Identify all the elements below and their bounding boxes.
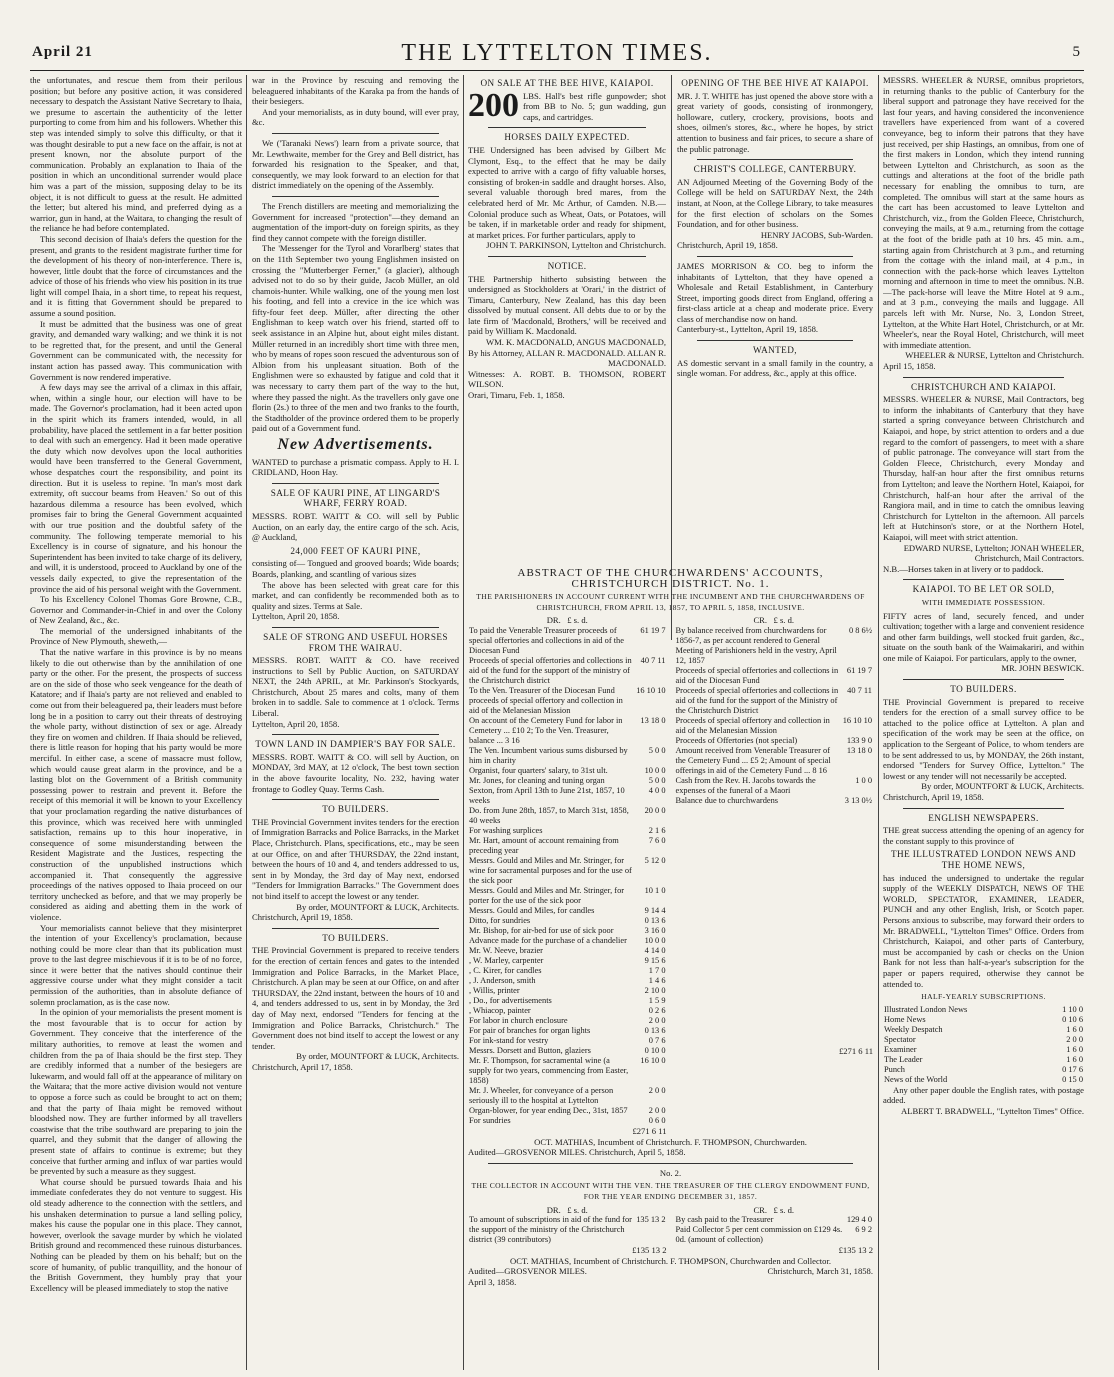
subscription-row bbox=[883, 1005, 1084, 1015]
advert-heading: KAIAPOI. TO BE LET OR SOLD, bbox=[912, 584, 1055, 595]
advert-column-5 bbox=[883, 75, 1084, 1375]
debit-value: 13 18 0 bbox=[640, 715, 666, 725]
credit-heading: CR. £ s. d. bbox=[753, 615, 795, 626]
credit-value: 1 0 0 bbox=[855, 775, 872, 785]
debit-item: Mr. Jones, for cleaning and tuning organ bbox=[469, 775, 605, 785]
advert-date: Orari, Timaru, Feb. 1, 1858. bbox=[468, 390, 565, 401]
news-paragraph: It must be admitted that the business was one of great gravity, and demanded wary walking; and we think it is not to be regretted that, for the present, and until the General Government can be communicated with, the necessity for instant action has passed away. This communication with Government is now rendered imperative. bbox=[30, 318, 242, 382]
advert-signature: MR. JOHN BESWICK. bbox=[1001, 663, 1084, 674]
debit-side bbox=[468, 615, 667, 1136]
divider bbox=[488, 1163, 853, 1164]
no2-signature: OCT. MATHIAS, Incumbent of Christchurch. F. THOMPSON, Churchwarden and Collector. bbox=[510, 1255, 831, 1266]
news-paragraph: the unfortunates, and rescue them from their perilous position; but before any positive action, it was considered necessary to despatch the Assistant Native Secretary to Ihaia, we presume to ascertain the authenticity of the letter purporting to come from him and his followers. Whether this step was intended simply to solve this difficulty, or that it was thought desirable to put a new face on the affair, is not at present known, nor the absolute purport of the communication. Probably an explanation to Ihaia of the position in which an unconditional surrender would place him was a part of the mission, supposing delay to be its object, it is not difficult to guess at the result. He admitted the letter; but altered his mind, and preferred dying as a warrior, gun in hand, at the Waitara, to changing the result of the reliance he had before contemplated. bbox=[30, 75, 242, 234]
divider bbox=[903, 679, 1064, 680]
debit-value: 2 0 0 bbox=[648, 1085, 666, 1095]
subscription-price: 0 10 6 bbox=[1062, 1014, 1083, 1024]
subscription-row bbox=[883, 1045, 1084, 1055]
advert-signature: EDWARD NURSE, Lyttelton; JONAH WHEELER, Christchurch, Mail Contractors. bbox=[903, 542, 1084, 564]
debit-item: For washing surplices bbox=[469, 825, 543, 835]
debit-item: Advance made for the purchase of a chandelier bbox=[469, 935, 627, 945]
credit-value: 0 8 6½ bbox=[848, 625, 872, 635]
subscription-price: 1 6 0 bbox=[1066, 1024, 1083, 1034]
advert-date: Christchurch, April 17, 1858. bbox=[252, 1061, 353, 1072]
advert-note: N.B.—Horses taken in at livery or to paddock. bbox=[883, 563, 1044, 574]
debit-item: Organist, four quarters' salary, to 31st ult. bbox=[469, 765, 608, 775]
credit-row bbox=[675, 746, 874, 776]
advert: MESSRS. WHEELER & NURSE, omnibus proprietors, in returning thanks to the public of Canterbury for the liberal support and patronage they have received for the last four years, and having considered the inconvenience travellers have experienced from want of a covered conveyance, beg to inform their patrons that they have just received, per ship Hastings, an omnibus, from one of the first makers in London, which they intend running between Lyttelton and Christchurch, as soon as the cuttings and alterations at the foot of the bridle path necessary for enabling the omnibus to turn, are completed. The omnibus will start at the same hours as the cart has been accustomed to leave Lyttelton and Christchurch, viz., from the Golden Fleece, Christchurch, conveying the mails, at 9 a.m., returning from the cottage at the foot of the bridle path at 10 hrs. 45 min. a.m., starting again from Christchurch at 3 p.m., and returning from the cottage with the inland mail, at 4 p.m., in connection with the pack-horse which leaves Lyttelton morning and afternoon in time to meet the omnibus. N.B.—The pack-horse will leave the Mitre Hotel at 9 a.m., and at 3 p.m., conveying the mails and luggage. All parcels left with Mr. Nurse, No. 3, London Street, Lyttelton, at the White Hart Hotel, Christchurch, or at Mr. Wheeler's, near the Royal Hotel, Christchurch, will meet with immediate attention. bbox=[883, 75, 1084, 350]
column-rule bbox=[246, 75, 247, 1370]
advert: JAMES MORRISON & CO. beg to inform the inhabitants of Lyttelton, that they have opened a Wholesale and Retail Establishment, in Canterbury Street, importing goods direct from England, offering a first-class article at a cheap and moderate price. Every class of merchandise now on hand. bbox=[677, 260, 873, 324]
debit-item: Messrs. Gould and Miles, for candles bbox=[469, 905, 595, 915]
news-paragraph: Your memorialists cannot believe that they misinterpret the intention of your Excellency's proclamation, because nothing could be more clear than that its publication must prove to the last degree mischievous if it is to be of no force, since it were better that the natives should continue their aggressive course under what they might consider a tacit permission of the authorities, than in absolute defiance of solemn proclamation, as is the case now. bbox=[30, 922, 242, 1007]
advert-signature: WM. K. MACDONALD, ANGUS MACDONALD, By his Attorney, ALLAN R. MACDONALD. ALLAN R. MACDONALD. bbox=[468, 337, 666, 369]
advert-witnesses: Witnesses: A. ROBT. B. THOMSON, ROBERT WILSON. bbox=[468, 368, 666, 390]
debit-value: 0 13 6 bbox=[644, 1025, 666, 1035]
debit-item: To the Ven. Treasurer of the Diocesan Fund proceeds of special offertory and collection in aid of the Melanesian Mission bbox=[469, 685, 623, 715]
advert-date: April 15, 1858. bbox=[883, 361, 936, 372]
debit-row bbox=[468, 626, 667, 656]
subscription-row bbox=[883, 1015, 1084, 1025]
divider bbox=[272, 734, 439, 735]
debit-value: 10 1 0 bbox=[644, 885, 666, 895]
advert-heading: SALE OF KAURI PINE, AT LINGARD'S WHARF, FERRY ROAD. bbox=[270, 487, 441, 509]
advert: The above has been selected with great care for this market, and can confidently be recommended both as to quality and sizes. Terms at Sale. bbox=[252, 579, 459, 611]
advert: THE Provincial Government is prepared to receive tenders for the erection of certain fences and gates to the intended Immigration and Police Barracks, in the Market Place, Christchurch. A plan may be seen at our Office, on and after THURSDAY, the 22nd instant, between the hours of 10 and 4, and tenders addressed to us, sent in by Monday, the 3rd day of May next, endorsed "Tenders for fencing at the Immigration and Police Barracks, Christchurch." The Government does not bind itself to accept the lowest or any tender. bbox=[252, 945, 459, 1051]
debit-row bbox=[468, 1046, 667, 1056]
debit-row bbox=[468, 1006, 667, 1016]
subscription-price: 0 17 6 bbox=[1062, 1064, 1083, 1074]
debit-value: 20 0 0 bbox=[644, 805, 666, 815]
divider bbox=[272, 133, 439, 134]
column-rule bbox=[671, 75, 672, 640]
divider bbox=[272, 928, 439, 929]
advert-heading: ENGLISH NEWSPAPERS. bbox=[928, 812, 1039, 823]
subscription-paper: Illustrated London News bbox=[884, 1004, 968, 1014]
advert-heading: CHRIST'S COLLEGE, CANTERBURY. bbox=[693, 164, 857, 175]
divider bbox=[697, 256, 853, 257]
debit-row bbox=[468, 946, 667, 956]
debit-value: 0 10 0 bbox=[644, 1045, 666, 1055]
debit-item: Messrs. Dorsett and Button, glaziers bbox=[469, 1045, 591, 1055]
advert-quantity: 200 bbox=[468, 86, 519, 124]
no2-debit-item: To amount of subscriptions in aid of the fund for the support of the ministry of the Christchurch district (39 contributors) bbox=[469, 1215, 632, 1245]
advert: MR. J. T. WHITE has just opened the above store with a great variety of goods, consisting of ironmongery, holloware, cutlery, crockery, provisions, boots and shoes, oilmen's stores, &c., where he hopes, by strict attention to business and fair prices, to secure a share of the public patronage. bbox=[677, 90, 873, 154]
divider bbox=[272, 483, 439, 484]
churchwardens-accounts bbox=[468, 568, 873, 1368]
credit-table bbox=[675, 626, 874, 806]
debit-value: 2 10 0 bbox=[644, 985, 666, 995]
column-rule bbox=[463, 75, 464, 1370]
no2-credit-total: £135 13 2 bbox=[838, 1245, 873, 1256]
debit-item: On account of the Cemetery Fund for labor in Cemetery ... £10 2; To the Ven. Treasurer, balance ... 3 16 bbox=[469, 715, 623, 745]
advert-heading: CHRISTCHURCH AND KAIAPOI. bbox=[910, 381, 1057, 392]
news-paragraph: That the native warfare in this province is by no means likely to die out otherwise than by the annihilation of one party or the other. For the present, the prospects of success are on the side of those who seek vengeance for the death of Katatore; and if Ihaia's party are not relieved and enabled to come out from their beleaguered pa, their leaders must before long be in a position to carry out their threats of destroying the whole party, without distinction of sex or age. Already they fire on women and children. If Ihaia should be relieved, there is little reason for hoping that his party would be more merciful. In either case, a scene of massacre must follow, which would cause great alarm in the province, and be a lasting blot on the Government of a British community possessing power to restrain and prevent it. Before the receipt of this memorial it will be known to your Excellency that your proclamation regarding the native disturbances of this province, which was received here with unmingled satisfaction, remains up to this hour inoperative, in consequence of some misunderstanding between the Resident Magistrate and the Justices, respecting the construction of the unpublished instructions which accompanied it. That consequently the aggressive proceedings of the natives opposed to Ihaia proceed on our territory unchecked as before, and that we may properly be considered as aiding and abetting them in the work of violence. bbox=[30, 647, 242, 922]
subscription-paper: The Leader bbox=[884, 1054, 923, 1064]
debit-item: For pair of branches for organ lights bbox=[469, 1025, 591, 1035]
news-paragraph: In the opinion of your memorialists the present moment is the most favourable that is to occur for action by Government. They conceive that the interference of the military authorities, to remove at least the women and children from the pa of Ihaia should be the first step. They are credibly informed that a number of the besiegers are lukewarm, and would fall off at the appearance of military on the Waitara; that the more active division would not venture to oppose a force such as could be brought to act on them; and that the party of Ihaia might be removed without bloodshed now. They are further informed by all travellers coastwise that the tribe southward are preparing to join the quarrel, and they submit that the danger of allowing the present state of affairs to continue is extreme; but they conceive that further arming and influx of war parties would be prevented by such a measure as they suggest. bbox=[30, 1007, 242, 1177]
advert: Any other paper double the English rates, with postage added. bbox=[883, 1084, 1084, 1106]
debit-item: Messrs. Gould and Miles and Mr. Stringer, for wine for sacramental purposes and for the use of the sick poor bbox=[469, 855, 632, 885]
news-column-1 bbox=[30, 75, 242, 1375]
divider bbox=[697, 159, 853, 160]
debit-row bbox=[468, 836, 667, 856]
advert-heading: WANTED, bbox=[753, 345, 797, 356]
no2-debit-table bbox=[468, 1215, 667, 1245]
advert-subheading: THE ILLUSTRATED LONDON NEWS AND THE HOME NEWS, bbox=[891, 849, 1076, 870]
debit-value: 2 0 0 bbox=[648, 1015, 666, 1025]
debit-row bbox=[468, 806, 667, 826]
advert-column-4 bbox=[677, 75, 873, 563]
no2-debit bbox=[468, 1205, 667, 1256]
debit-row bbox=[468, 986, 667, 996]
subscription-paper: News of the World bbox=[884, 1074, 948, 1084]
debit-value: 5 12 0 bbox=[644, 855, 666, 865]
debit-total: £271 6 11 bbox=[632, 1125, 667, 1136]
debit-value: 3 16 0 bbox=[644, 925, 666, 935]
subscription-price: 1 6 0 bbox=[1066, 1054, 1083, 1064]
debit-item: Mr. Bishop, for air-bed for use of sick poor bbox=[469, 925, 614, 935]
advert-heading: NOTICE. bbox=[547, 260, 587, 271]
news-paragraph: And your memorialists, as in duty bound, will ever pray, &c. bbox=[252, 106, 459, 128]
credit-value: 40 7 11 bbox=[847, 685, 872, 695]
advert-signature: WHEELER & NURSE, Lyttelton and Christchurch. bbox=[905, 350, 1084, 361]
column-rule bbox=[878, 75, 879, 1370]
subscription-price: 2 0 0 bbox=[1066, 1034, 1083, 1044]
debit-value: 4 14 0 bbox=[644, 945, 666, 955]
credit-value: 61 19 7 bbox=[846, 665, 872, 675]
debit-value: 9 15 6 bbox=[644, 955, 666, 965]
debit-row bbox=[468, 856, 667, 886]
credit-row bbox=[675, 716, 874, 736]
advert: has induced the undersigned to undertake the regular supply of the WEEKLY DISPATCH, NEWS OF THE WORLD, SPECTATOR, EXAMINER, LEADER, PUNCH and any other English, Irish, or Scotch paper. Persons anxious to subscribe, may forward their orders to Mr. BRADWELL, "Lyttelton Times" Office. Orders from Christchurch, Kaiapoi, and other parts of Canterbury, must be accompanied by cash or checks on the Union Bank for not less than half-a-year's subscription for the paper or papers required, otherwise they cannot be attended to. bbox=[883, 872, 1084, 989]
divider bbox=[272, 799, 439, 800]
subscriptions-table bbox=[883, 1005, 1084, 1085]
no2-credit-item: Paid Collector 5 per cent commission on £129 4s. 0d. (amount of collection) bbox=[675, 1225, 843, 1245]
divider bbox=[903, 377, 1064, 378]
advert-heading: ON SALE AT THE BEE HIVE, KAIAPOI. bbox=[480, 78, 654, 88]
debit-row bbox=[468, 716, 667, 746]
debit-row bbox=[468, 966, 667, 976]
debit-item: , J. Anderson, smith bbox=[469, 975, 536, 985]
advert: THE Provincial Government invites tenders for the erection of Immigration Barracks and Police Barracks, in the Market Place, Christchurch. Plans, specifications, etc., may be seen at our Office, on and after THURSDAY, the 22nd instant, between the hours of 10 and 4, and tenders addressed to us, sent in by Monday, the 3rd day of May next, endorsed "Tenders for Immigration Barracks." The Government does not bind itself to accept the lowest or any tender. bbox=[252, 816, 459, 901]
debit-value: 2 0 0 bbox=[648, 1105, 666, 1115]
credit-item: Amount received from Venerable Treasurer of the Cemetery Fund ... £5 2; Amount of special offerings in aid of the Cemetery Fund ... 8 16 bbox=[675, 745, 831, 775]
no2-credit-value: 6 9 2 bbox=[855, 1225, 872, 1235]
advert-subheading: 24,000 FEET OF KAURI PINE, bbox=[290, 545, 421, 556]
no2-debit-total: £135 13 2 bbox=[632, 1245, 667, 1256]
debit-row bbox=[468, 1056, 667, 1086]
subscription-paper: Spectator bbox=[884, 1034, 916, 1044]
credit-item: Proceeds of special offertories and collections in aid of the fund for the support of the Ministry of the Christchurch District bbox=[675, 685, 839, 715]
advert-column-3 bbox=[468, 75, 666, 563]
accounts-audit: Audited—GROSVENOR MILES. Christchurch, April 5, 1858. bbox=[468, 1147, 686, 1158]
page-number: 5 bbox=[1072, 44, 1080, 60]
debit-item: Organ-blower, for year ending Dec., 31st, 1857 bbox=[469, 1105, 628, 1115]
debit-item: Proceeds of special offertories and collections in aid of the fund for the support of the ministry of the Christchurch district bbox=[469, 655, 632, 685]
credit-row bbox=[675, 776, 874, 796]
debit-row bbox=[468, 996, 667, 1006]
masthead bbox=[30, 40, 1084, 71]
advert: AS domestic servant in a small family in the country, a single woman. For address, &c., apply at this office. bbox=[677, 357, 873, 379]
advert: MESSRS. ROBT. WAITT & CO. have received instructions to Sell by Public Auction, on SATURDAY NEXT, the 24th APRIL, at Mr. Parkinson's Stockyards, Christchurch, About 25 mares and colts, many of them broken in to saddle. Sale to commence at 1 o'clock. Terms Liberal. bbox=[252, 655, 459, 719]
debit-value: 5 0 0 bbox=[648, 775, 666, 785]
debit-item: , Willis, printer bbox=[469, 985, 520, 995]
accounts-signature: OCT. MATHIAS, Incumbent of Christchurch. F. THOMPSON, Churchwarden. bbox=[534, 1136, 807, 1147]
advert: THE Provincial Government is prepared to receive tenders for the erection of a small survey office to be attached to the police office at Lyttelton. A plan and specification of the work may be seen at the office, on application to the Sergeant of Police, to whom tenders are to be sent addressed to us, by MONDAY, the 26th instant, endorsed "Tenders for Survey Office, Lyttelton." The lowest or any tender will not necessarily be accepted. bbox=[883, 696, 1084, 781]
advert: THE great success attending the opening of an agency for the constant supply to this province of bbox=[883, 825, 1084, 846]
credit-item: Proceeds of special offertories and collections in aid of the Diocesan Fund bbox=[675, 665, 839, 685]
divider bbox=[488, 256, 646, 257]
debit-item: , Whiacop, painter bbox=[469, 1005, 531, 1015]
subscription-paper: Weekly Despatch bbox=[884, 1024, 943, 1034]
debit-item: For labor in church enclosure bbox=[469, 1015, 568, 1025]
debit-row bbox=[468, 746, 667, 766]
debit-item: Mr. F. Thompson, for sacramental wine (a supply for two years, commencing from Easter, 1858) bbox=[469, 1055, 629, 1085]
accounts-no2-title: No. 2. bbox=[659, 1167, 682, 1178]
debit-value: 7 6 0 bbox=[648, 835, 666, 845]
debit-item: Messrs. Gould and Miles and Mr. Stringer, for porter for the use of the sick poor bbox=[469, 885, 625, 905]
divider bbox=[272, 627, 439, 628]
credit-row bbox=[675, 666, 874, 686]
no2-credit-heading: CR. £ s. d. bbox=[753, 1204, 795, 1215]
credit-value: 16 10 10 bbox=[842, 715, 872, 725]
debit-row bbox=[468, 886, 667, 906]
debit-value: 2 1 6 bbox=[648, 825, 666, 835]
subscription-paper: Examiner bbox=[884, 1044, 917, 1054]
debit-heading: DR. £ s. d. bbox=[546, 615, 588, 626]
news-paragraph: We ('Taranaki News') learn from a private source, that Mr. Lewthwaite, member for the Grey and Bell district, has forwarded his resignation to the Speaker, and that, consequently, we may look forward to an election for that district immediately on the opening of the Assembly. bbox=[252, 137, 459, 191]
accounts-no2-subtitle: THE COLLECTOR IN ACCOUNT WITH THE VEN. THE TREASURER OF THE CLERGY ENDOWMENT FUND, FOR THE YEAR ENDING DECEMBER 31, 1857. bbox=[471, 1181, 870, 1201]
credit-total: £271 6 11 bbox=[838, 1045, 873, 1056]
advert-heading: HORSES DAILY EXPECTED. bbox=[504, 132, 630, 143]
advert: AN Adjourned Meeting of the Governing Body of the College will be held on SATURDAY Next, the 24th instant, at Noon, at the College Library, to take measures for the first election of scholars on the Somes Foundation, and for other business. bbox=[677, 176, 873, 230]
news-column-2 bbox=[252, 75, 459, 1375]
advert: MESSRS. ROBT. WAITT & CO. will sell by Public Auction, on an early day, the entire cargo of the sch. Acis, @ Auckland, bbox=[252, 510, 459, 543]
subscription-price: 1 10 0 bbox=[1062, 1004, 1083, 1014]
debit-item: Ditto, for sundries bbox=[469, 915, 531, 925]
debit-row bbox=[468, 1016, 667, 1026]
advert-heading: TO BUILDERS. bbox=[322, 932, 389, 943]
debit-value: 10 0 0 bbox=[644, 765, 666, 775]
subscription-row bbox=[883, 1065, 1084, 1075]
debit-item: Mr. Hart, amount of account remaining from preceding year bbox=[469, 835, 619, 855]
subscription-row bbox=[883, 1075, 1084, 1085]
news-paragraph: The memorial of the undersigned inhabitants of the Province of New Plymouth, sheweth,— bbox=[30, 625, 242, 647]
debit-row bbox=[468, 906, 667, 916]
advert: THE Partnership hitherto subsisting between the undersigned as Stockholders at 'Orari,' in the district of Timaru, Canterbury, New Zealand, has this day been dissolved by mutual consent. All debts due to or by the late firm of 'Macdonald, Brothers,' will be received and paid by William K. Macdonald. bbox=[468, 273, 666, 337]
debit-value: 4 0 0 bbox=[648, 785, 666, 795]
debit-item: Do. from June 28th, 1857, to March 31st, 1858, 40 weeks bbox=[469, 805, 629, 825]
advert-heading: TO BUILDERS. bbox=[950, 684, 1017, 695]
debit-value: 0 6 0 bbox=[648, 1115, 666, 1125]
subscriptions-heading: HALF-YEARLY SUBSCRIPTIONS. bbox=[921, 992, 1046, 1002]
advert: consisting of— Tongued and grooved boards; Wide boards; Boards, planking, and scantling of various sizes bbox=[252, 558, 459, 579]
no2-credit-item: By cash paid to the Treasurer bbox=[675, 1215, 774, 1225]
subscription-price: 1 6 0 bbox=[1066, 1044, 1083, 1054]
debit-item: Mr. J. Wheeler, for conveyance of a person seriously ill to the hospital at Lyttelton bbox=[469, 1085, 614, 1105]
credit-item: By balance received from churchwardens for 1856-7, as per account rendered to General Meeting of Parishioners held in the vestry, April 12, 1857 bbox=[675, 625, 837, 665]
news-paragraph: A few days may see the arrival of a climax in this affair, when, within a single hour, our election will have to be made. The Governor's proclamation, had it been acted upon in the spirit which its framers intended, would, in all probability, have placed the settlement in a far better position to deal with such an emergency. Had it been made operative the duty which now devolves upon the local authorities would have been transferred to the General Government, whose despatches court the responsibility, and point its direction. But it is useless to repine. 'In man's most dark extremity, oft succour beams from Heaven.' So out of this hazardous dilemma a resource has been evolved, which promises fair to bring the General Government acquainted with our true position and the doubtful safety of the community. The following temperate memorial to his Excellency is in course of signature, and his honour the Superintendent has been invited to take charge of its delivery, and will, it is understood, proceed to Auckland by one of the vessels daily expected, to give the representation of the province the aid of his personal weight with the Government. bbox=[30, 382, 242, 594]
no2-audit: Audited—GROSVENOR MILES. bbox=[468, 1266, 587, 1277]
advert-gunpowder bbox=[468, 86, 666, 124]
advert-signature: HENRY JACOBS, Sub-Warden. bbox=[760, 229, 873, 240]
credit-row bbox=[675, 736, 874, 746]
debit-item: Sexton, from April 13th to June 21st, 1857, 10 weeks bbox=[469, 785, 625, 805]
debit-row bbox=[468, 1116, 667, 1126]
advert: MESSRS. ROBT. WAITT & CO. will sell by Auction, on MONDAY, 3rd MAY, at 12 o'clock, The best town section in the above favourite locality, No. 232, having water frontage to Godley Quay. Terms Cash. bbox=[252, 751, 459, 794]
advert: LBS. Hall's best rifle gunpowder; shot from BB to No. 5; gun wadding, gun caps, and cartridges. bbox=[523, 90, 666, 122]
debit-value: 1 4 6 bbox=[648, 975, 666, 985]
debit-value: 1 7 0 bbox=[648, 965, 666, 975]
news-paragraph: The French distillers are meeting and memorializing the Government for increased "protection"—they demand an augmentation of the import-duty on foreign spirits, as they find they cannot compete with the foreign distiller. bbox=[252, 200, 459, 243]
debit-item: , W. Marley, carpenter bbox=[469, 955, 544, 965]
debit-row bbox=[468, 776, 667, 786]
debit-row bbox=[468, 1026, 667, 1036]
debit-value: 16 10 10 bbox=[636, 685, 666, 695]
credit-row bbox=[675, 796, 874, 806]
debit-row bbox=[468, 656, 667, 686]
credit-value: 3 13 0½ bbox=[844, 795, 872, 805]
debit-row bbox=[468, 926, 667, 936]
accounts-title: ABSTRACT OF THE CHURCHWARDENS' ACCOUNTS, CHRISTCHURCH DISTRICT. No. 1. bbox=[517, 568, 824, 590]
accounts-subtitle: THE PARISHIONERS IN ACCOUNT CURRENT WITH THE INCUMBENT AND THE CHURCHWARDENS OF CHRISTCHURCH, FROM APRIL 13, 1857, TO APRIL 5, 1858, INCLUSIVE. bbox=[476, 592, 865, 612]
news-paragraph: This second decision of Ihaia's defers the question for the present, and grants to the resident magistrate further time for the development of his theory of non-interference. There is, however, little doubt that the force of circumstances and the advice of those of his friends who view his position in its true light will compel Ihaia, in a short time, to repeat his request, and it is fitting that Government should be prepared to assume a sound position. bbox=[30, 233, 242, 319]
debit-row bbox=[468, 976, 667, 986]
advert-heading: OPENING OF THE BEE HIVE AT KAIAPOI. bbox=[681, 78, 869, 88]
debit-value: 0 2 6 bbox=[648, 1005, 666, 1015]
advert-signature: By order, MOUNTFORT & LUCK, Architects. bbox=[296, 901, 459, 912]
no2-date: Christchurch, March 31, 1858. bbox=[767, 1266, 873, 1277]
debit-row bbox=[468, 1086, 667, 1106]
debit-row bbox=[468, 936, 667, 946]
credit-item: Proceeds of special offertory and collection in aid of the Melanesian Mission bbox=[675, 715, 830, 735]
divider bbox=[903, 579, 1064, 580]
debit-row bbox=[468, 1036, 667, 1046]
debit-item: The Ven. Incumbent various sums disbursed by him in charity bbox=[469, 745, 628, 765]
advert-heading: TO BUILDERS. bbox=[322, 804, 389, 815]
credit-side bbox=[675, 615, 874, 1136]
advert-date: Christchurch, April 19, 1858. bbox=[883, 792, 984, 802]
debit-value: 61 19 7 bbox=[640, 625, 666, 635]
advert-signature: By order, MOUNTFORT & LUCK, Architects. bbox=[296, 1051, 459, 1062]
debit-table bbox=[468, 626, 667, 1126]
divider bbox=[488, 127, 646, 128]
debit-item: To paid the Venerable Treasurer proceeds of special offertories and collections in aid of the Diocesan Fund bbox=[469, 625, 624, 655]
advert-date: Lyttelton, April 20, 1858. bbox=[252, 718, 340, 729]
advert: WANTED to purchase a prismatic compass. Apply to H. I. CRIDLAND, Hoon Hay. bbox=[252, 456, 459, 478]
advert-signature: By order, MOUNTFORT & LUCK, Architects. bbox=[921, 781, 1084, 792]
subscription-row bbox=[883, 1055, 1084, 1065]
news-paragraph: war in the Province by rescuing and removing the beleaguered inhabitants of the Karaka pa from the hands of their besiegers. bbox=[252, 75, 459, 107]
debit-value: 10 0 0 bbox=[644, 935, 666, 945]
debit-value: 0 7 6 bbox=[648, 1035, 666, 1045]
no2-credit-value: 129 4 0 bbox=[846, 1215, 872, 1225]
advert-date: Christchurch, April 19, 1858. bbox=[252, 912, 353, 923]
subscription-paper: Punch bbox=[884, 1064, 905, 1074]
advert-signature: ALBERT T. BRADWELL, "Lyttelton Times" Office. bbox=[901, 1105, 1084, 1116]
no2-audit-date: April 3, 1858. bbox=[468, 1276, 517, 1287]
debit-row bbox=[468, 786, 667, 806]
debit-row bbox=[468, 916, 667, 926]
no2-credit bbox=[675, 1205, 874, 1256]
credit-item: Proceeds of Offertories (not special) bbox=[675, 735, 798, 745]
divider bbox=[903, 808, 1064, 809]
divider bbox=[697, 340, 853, 341]
advert-date: Canterbury-st., Lyttelton, April 19, 1858. bbox=[677, 324, 819, 335]
debit-value: 40 7 11 bbox=[640, 655, 666, 665]
debit-item: Mr. W. Neeve, brazier bbox=[469, 945, 543, 955]
advert-signature: JOHN T. PARKINSON, Lyttelton and Christchurch. bbox=[486, 240, 666, 251]
debit-value: 9 14 4 bbox=[644, 905, 666, 915]
news-paragraph: To his Excellency Colonel Thomas Gore Browne, C.B., Governor and Commander-in-Chief in and over the Colony of New Zealand, &c., &c. bbox=[30, 594, 242, 626]
news-paragraph: The 'Messenger for the Tyrol and Vorarlberg' states that on the 11th September two young Englishmen insisted on crossing the "Mutterberger Ferner," (a glacier), although advised not to do so by their guide, Jacob Müller, an old chamois-hunter. While walking, one of the young men lost his footing, and fell into a crevice in the ice which was fifty-four feet deep. Müller, after directing the other Englishman to keep watch over his friend, started off to seek assistance in an Alpine hut, about eight miles distant. Müller returned in an incredibly short time with three men, who by means of ropes soon rescued the adventurous son of Albion from his unpleasant situation. Both of the Englishmen were so exhausted by fatigue and cold that it was necessary to carry them part of the way to the hut, where they passed the night. As the travellers only gave one florin (2s.) to three of the men and two franks to the fourth, the Stadtholder of the province ordered them to be properly paid out of a Government fund. bbox=[252, 243, 459, 434]
debit-value: 16 10 0 bbox=[640, 1055, 666, 1065]
no2-debit-value: 135 13 2 bbox=[636, 1215, 666, 1225]
credit-row bbox=[675, 686, 874, 716]
credit-item: Balance due to churchwardens bbox=[675, 795, 779, 805]
no2-debit-heading: DR. £ s. d. bbox=[546, 1204, 588, 1215]
advert-date: Christchurch, April 19, 1858. bbox=[677, 240, 778, 251]
advert: THE Undersigned has been advised by Gilbert Mc Clymont, Esq., to the effect that he may be daily expected to arrive with a cargo of fifty valuable horses, consisting of broken-in saddle and draught horses. Also, several valuable thorough bred mares, from the celebrated herd of Mr. Mc Arthur, of Camden. N.B.—Colonial produce such as Wheat, Oats, or Potatoes, will be taken, if in marketable order and ready for shipment, at market prices. For further particulars, apply to bbox=[468, 144, 666, 240]
debit-row bbox=[468, 826, 667, 836]
credit-row bbox=[675, 626, 874, 666]
subscription-row bbox=[883, 1035, 1084, 1045]
advert: FIFTY acres of land, securely fenced, and under cultivation; together with a large and convenient residence and other farm buildings, well stocked fruit garden, &c., situate on the south bank of the Waimakariri, and within one mile of Kaiapoi. For particulars, apply to the owner, bbox=[883, 610, 1084, 663]
debit-value: 0 13 6 bbox=[644, 915, 666, 925]
advert-heading: TOWN LAND IN DAMPIER'S BAY FOR SALE. bbox=[255, 739, 456, 750]
debit-row bbox=[468, 686, 667, 716]
debit-value: 1 5 9 bbox=[648, 995, 666, 1005]
advert-date: Lyttelton, April 20, 1858. bbox=[252, 611, 340, 622]
no2-credit-table bbox=[675, 1215, 874, 1245]
debit-value: 5 0 0 bbox=[648, 745, 666, 755]
divider bbox=[272, 196, 439, 197]
debit-row bbox=[468, 1106, 667, 1116]
news-paragraph: What course should be pursued towards Ihaia and his immediate confederates they do not venture to suggest. His old steady adherence to the connection with the settlers, and his unshaken determination to pursue a land selling policy, makes his cause the popular one in this place. They cannot, however, overlook the savage murder by which he violated British ground and recommenced these ruinous disturbances. Nothing can be pleaded by them on his behalf; but on the score of humanity, of public tranquillity, and the honour of the British Government, they humbly pray that your Excellency will be pleased immediately to stop the native bbox=[30, 1176, 242, 1293]
issue-date: April 21 bbox=[32, 44, 93, 60]
debit-item: , Do., for advertisements bbox=[469, 995, 552, 1005]
debit-item: For sundries bbox=[469, 1115, 511, 1125]
advert: MESSRS. WHEELER & NURSE, Mail Contractors, beg to inform the inhabitants of Canterbury that they have started a spring conveyance between Christchurch and Kaiapoi, and hope, by strict attention to orders and a due regard to the comfort of passengers, to meet with a share of public patronage. The conveyance will start from the Golden Fleece, Christchurch, every Monday and Thursday, half-an hour after the first omnibus returns from Lyttelton; and leave the Northern Hotel, Kaiapoi, for Christchurch, half-an hour after the arrival of the Rangiora mail, and in time to catch the omnibus leaving Christchurch for Lyttelton in the afternoon. All parcels left at Hutchinson's store, or at the Northern Hotel, Kaiapoi, will meet with strict attention. bbox=[883, 394, 1084, 542]
subscription-price: 0 15 0 bbox=[1062, 1074, 1083, 1084]
credit-value: 13 18 0 bbox=[846, 745, 872, 755]
debit-item: For ink-stand for vestry bbox=[469, 1035, 549, 1045]
advert-heading: SALE OF STRONG AND USEFUL HORSES FROM THE WAIRAU. bbox=[263, 631, 448, 653]
credit-value: 133 9 0 bbox=[846, 735, 872, 745]
debit-row bbox=[468, 766, 667, 776]
section-heading: New Advertisements. bbox=[277, 436, 434, 453]
advert-subheading: WITH IMMEDIATE POSSESSION. bbox=[921, 597, 1046, 607]
credit-item: Cash from the Rev. H. Jacobs towards the expenses of the funeral of a Maori bbox=[675, 775, 816, 795]
subscription-row bbox=[883, 1025, 1084, 1035]
debit-row bbox=[468, 956, 667, 966]
newspaper-title: THE LYTTELTON TIMES. bbox=[401, 40, 713, 66]
debit-item: , C. Kirer, for candles bbox=[469, 965, 542, 975]
subscription-paper: Home News bbox=[884, 1014, 926, 1024]
